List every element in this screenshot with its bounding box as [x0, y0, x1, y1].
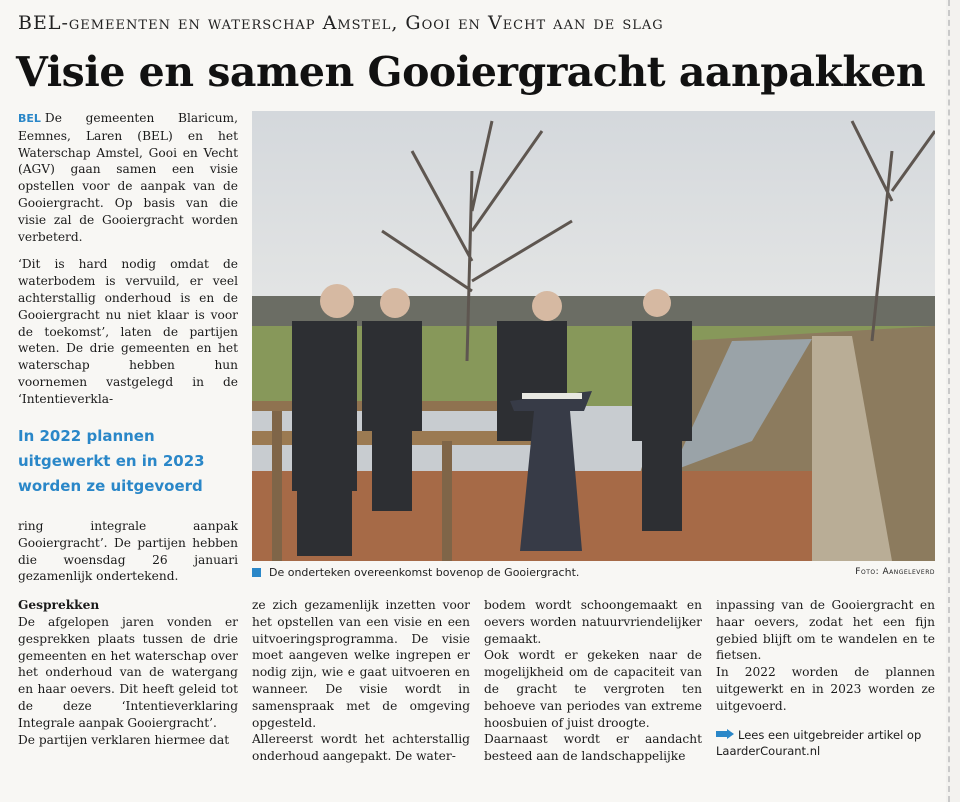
article-photo [252, 111, 935, 561]
paragraph: Allereerst wordt het achterstallig onderhoud aangepakt. De water- [252, 732, 470, 764]
article-column-3 [484, 597, 702, 765]
article-column-2 [252, 597, 470, 765]
more-link-text: Lees een uitgebreider artikel op LaarderCourant.nl [716, 727, 922, 759]
article-column-1-continued [18, 518, 238, 748]
caption-marker-icon [252, 568, 261, 577]
paragraph: Ook wordt er gekeken naar de mogelijkheid om de capaciteit van de gracht te vergroten ten behoeve van periodes van extreme hoosbuien of juist droogte. [484, 648, 702, 730]
paragraph: bodem wordt schoongemaakt en oevers worden natuurvriendelijker gemaakt. [484, 598, 702, 646]
headline: Visie en samen Gooiergracht aanpakken [16, 48, 926, 96]
paragraph: ze zich gezamenlijk inzetten voor het opstellen van een visie en een uitvoeringsprogramma. De visie moet aangeven welke ingrepen er nodig zijn, wie e gaat uitvoeren en wanneer. De visie wordt in samenspraak met de omgeving opgesteld. [252, 598, 470, 730]
paragraph: ‘Dit is hard nodig omdat de waterbodem is vervuild, er veel achterstallig onderhoud is en de Gooiergracht nu niet klaar is voor de toekomst’, laten de partijen weten. De drie gemeenten en het waterschap hebben hun voornemen vastgelegd in de ‘Intentieverkla- [18, 257, 238, 406]
more-link[interactable] [716, 727, 935, 760]
caption-text: De onderteken overeenkomst bovenop de Gooiergracht. [269, 566, 580, 579]
article-column-4 [716, 597, 935, 759]
lead-tag: BEL [18, 112, 41, 125]
pull-quote: In 2022 plannen uitgewerkt en in 2023 worden ze uitgevoerd [18, 427, 205, 495]
photo-caption [252, 566, 935, 579]
paragraph: ring integrale aanpak Gooiergracht’. De partijen hebben die woensdag 26 januari gezamenlijk ondertekend. [18, 519, 238, 584]
paragraph: De partijen verklaren hiermee dat [18, 732, 230, 747]
paragraph: inpassing van de Gooiergracht en haar oevers, zodat het een fijn gebied blijft om te wandelen en te fietsen. [716, 598, 935, 663]
paragraph: Daarnaast wordt er aandacht besteed aan de landschappelijke [484, 732, 702, 764]
paragraph: In 2022 worden de plannen uitgewerkt en in 2023 worden ze uitgevoerd. [716, 665, 935, 713]
kicker: BEL-gemeenten en waterschap Amstel, Gooi en Vecht aan de slag [18, 12, 664, 34]
article-column-1 [18, 110, 238, 408]
photo-credit: Foto: Aangeleverd [855, 567, 935, 577]
paragraph: De afgelopen jaren vonden er gesprekken plaats tussen de drie gemeenten en het waterschap over het onderhoud van de watergang en haar oevers. Dit heeft geleid tot de deze ‘Intentieverklaring Integrale aanpak Gooiergracht’. [18, 614, 238, 730]
subheading: Gesprekken [18, 598, 100, 613]
page-edge-divider [948, 0, 950, 802]
intro-paragraph: De gemeenten Blaricum, Eemnes, Laren (BEL) en het Waterschap Amstel, Gooi en Vecht (AGV) gaan samen een visie opstellen voor de aanpak van de Gooiergracht. Op basis van die visie zal de Gooiergracht worden verbeterd. [18, 111, 238, 244]
arrow-right-icon [716, 727, 734, 743]
